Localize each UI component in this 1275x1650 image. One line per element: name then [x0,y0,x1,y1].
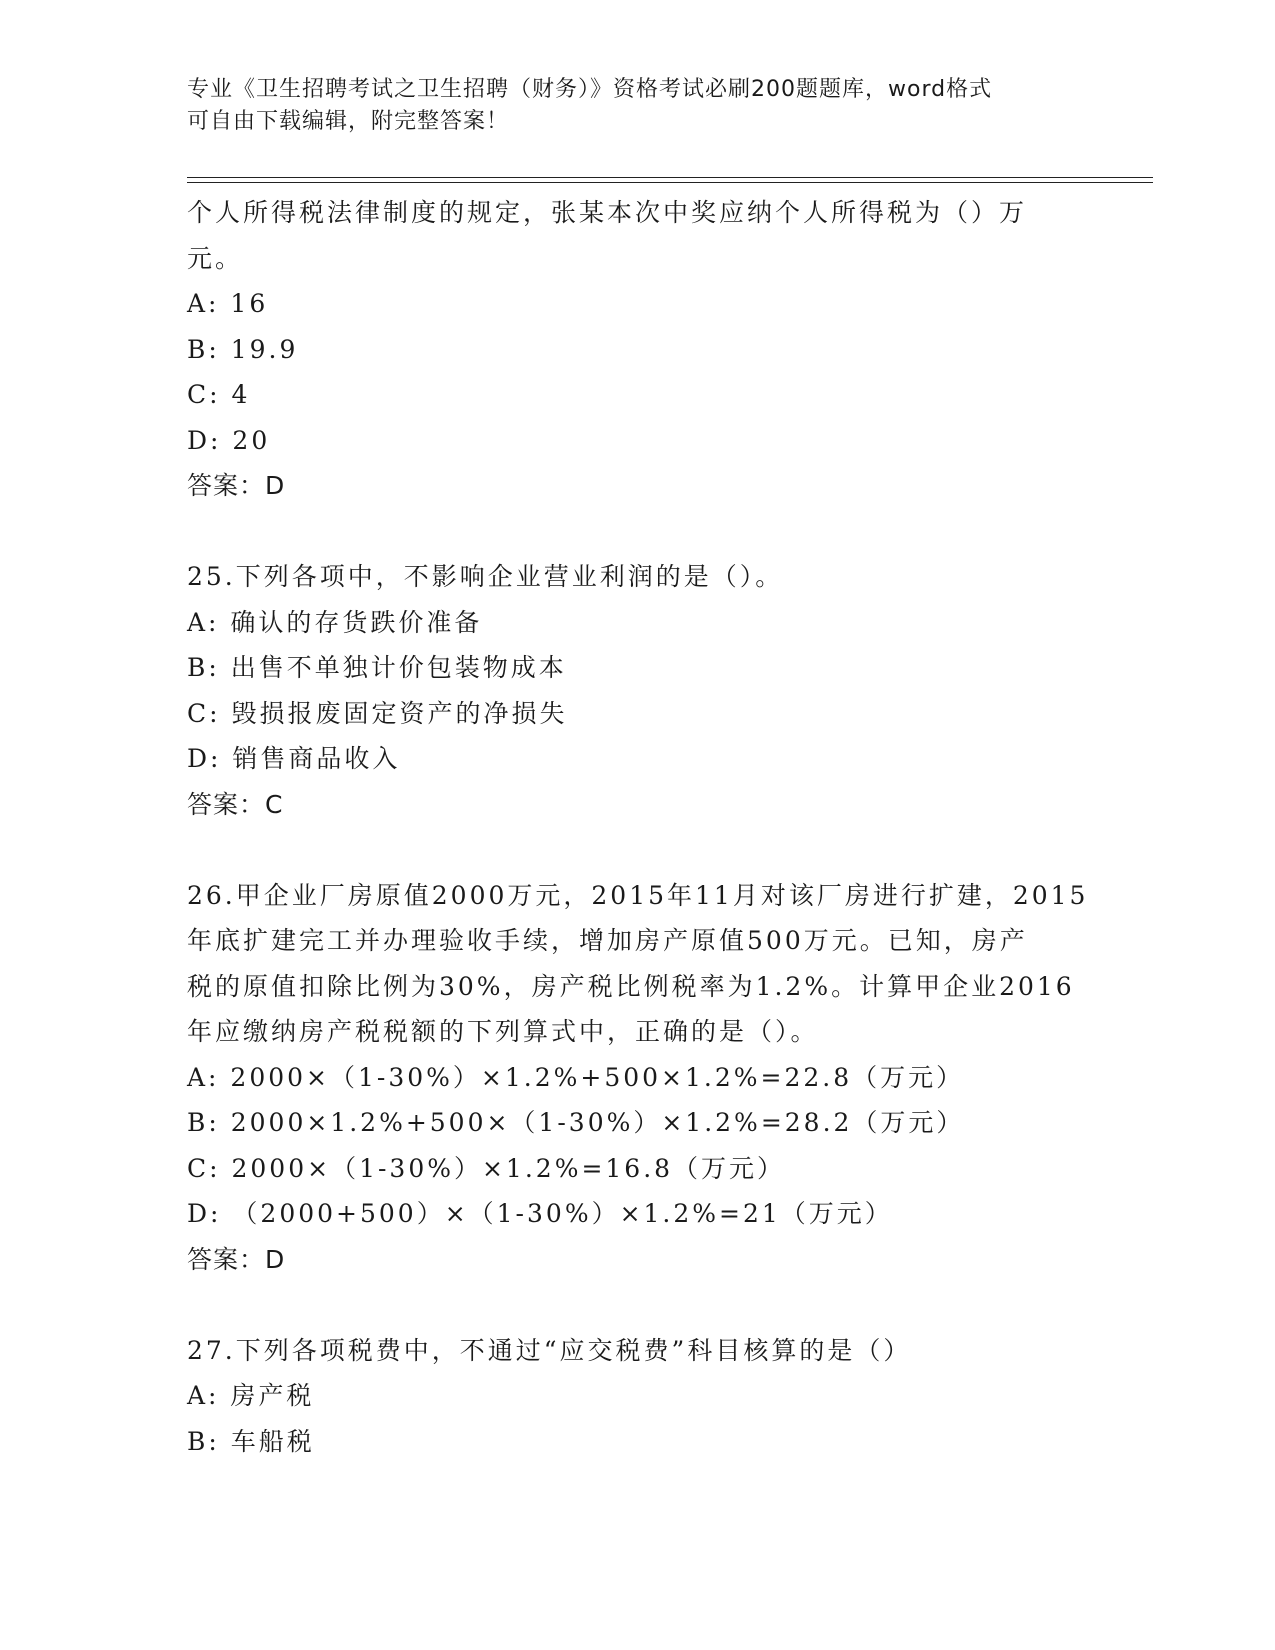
header-title-line-2: 可自由下载编辑，附完整答案！ [187,109,510,134]
question-list [187,190,1087,1464]
option-b: B: 2000×1.2%+500×（1-30%）×1.2%=28.2（万元） [187,1108,965,1137]
question-spacer [187,1282,1087,1328]
header-title-line-1: 专业《卫生招聘考试之卫生招聘（财务）》资格考试必刷200题题库，word格式 [187,77,993,102]
question-stem-line: 26.甲企业厂房原值2000万元，2015年11月对该厂房进行扩建，2015 [187,880,1089,910]
question-stem-line: 年底扩建完工并办理验收手续，增加房产原值500万元。已知，房产 [187,926,1028,955]
question-24 [187,190,1087,509]
option-c: C: 2000×（1-30%）×1.2%=16.8（万元） [187,1153,786,1183]
question-27 [187,1328,1087,1465]
option-d: D: 销售商品收入 [187,744,401,773]
question-stem-line: 25.下列各项中，不影响企业营业利润的是（）。 [187,562,784,591]
option-a: A: 确认的存货跌价准备 [187,607,483,637]
question-spacer [187,827,1087,873]
answer-label: 答案：C [187,789,284,819]
option-c: C: 毁损报废固定资产的净损失 [187,698,568,728]
option-a: A: 房产税 [187,1381,315,1410]
option-d: D: 20 [187,425,271,455]
option-a: A: 16 [187,289,269,318]
question-stem-line: 27.下列各项税费中，不通过“应交税费”科目核算的是（） [187,1335,912,1365]
answer-label: 答案：D [187,1244,286,1274]
question-spacer [187,509,1087,555]
header-divider-bottom [187,182,1153,183]
option-c: C: 4 [187,380,251,409]
option-b: B: 19.9 [187,334,299,364]
question-25 [187,554,1087,827]
option-d: D: （2000+500）×（1-30%）×1.2%=21（万元） [187,1199,893,1228]
option-b: B: 车船税 [187,1426,315,1456]
question-stem-line: 元。 [187,243,244,273]
answer-label: 答案：D [187,471,286,500]
question-stem-line: 个人所得税法律制度的规定，张某本次中奖应纳个人所得税为（）万 [187,198,1028,227]
question-stem-line: 税的原值扣除比例为30%，房产税比例税率为1.2%。计算甲企业2016 [187,971,1075,1001]
question-stem-line: 年应缴纳房产税税额的下列算式中，正确的是（）。 [187,1017,819,1046]
option-a: A: 2000×（1-30%）×1.2%+500×1.2%=22.8（万元） [187,1062,965,1092]
document-header [187,74,1067,138]
option-b: B: 出售不单独计价包装物成本 [187,653,567,682]
header-divider-top [187,177,1153,178]
question-26 [187,873,1087,1283]
